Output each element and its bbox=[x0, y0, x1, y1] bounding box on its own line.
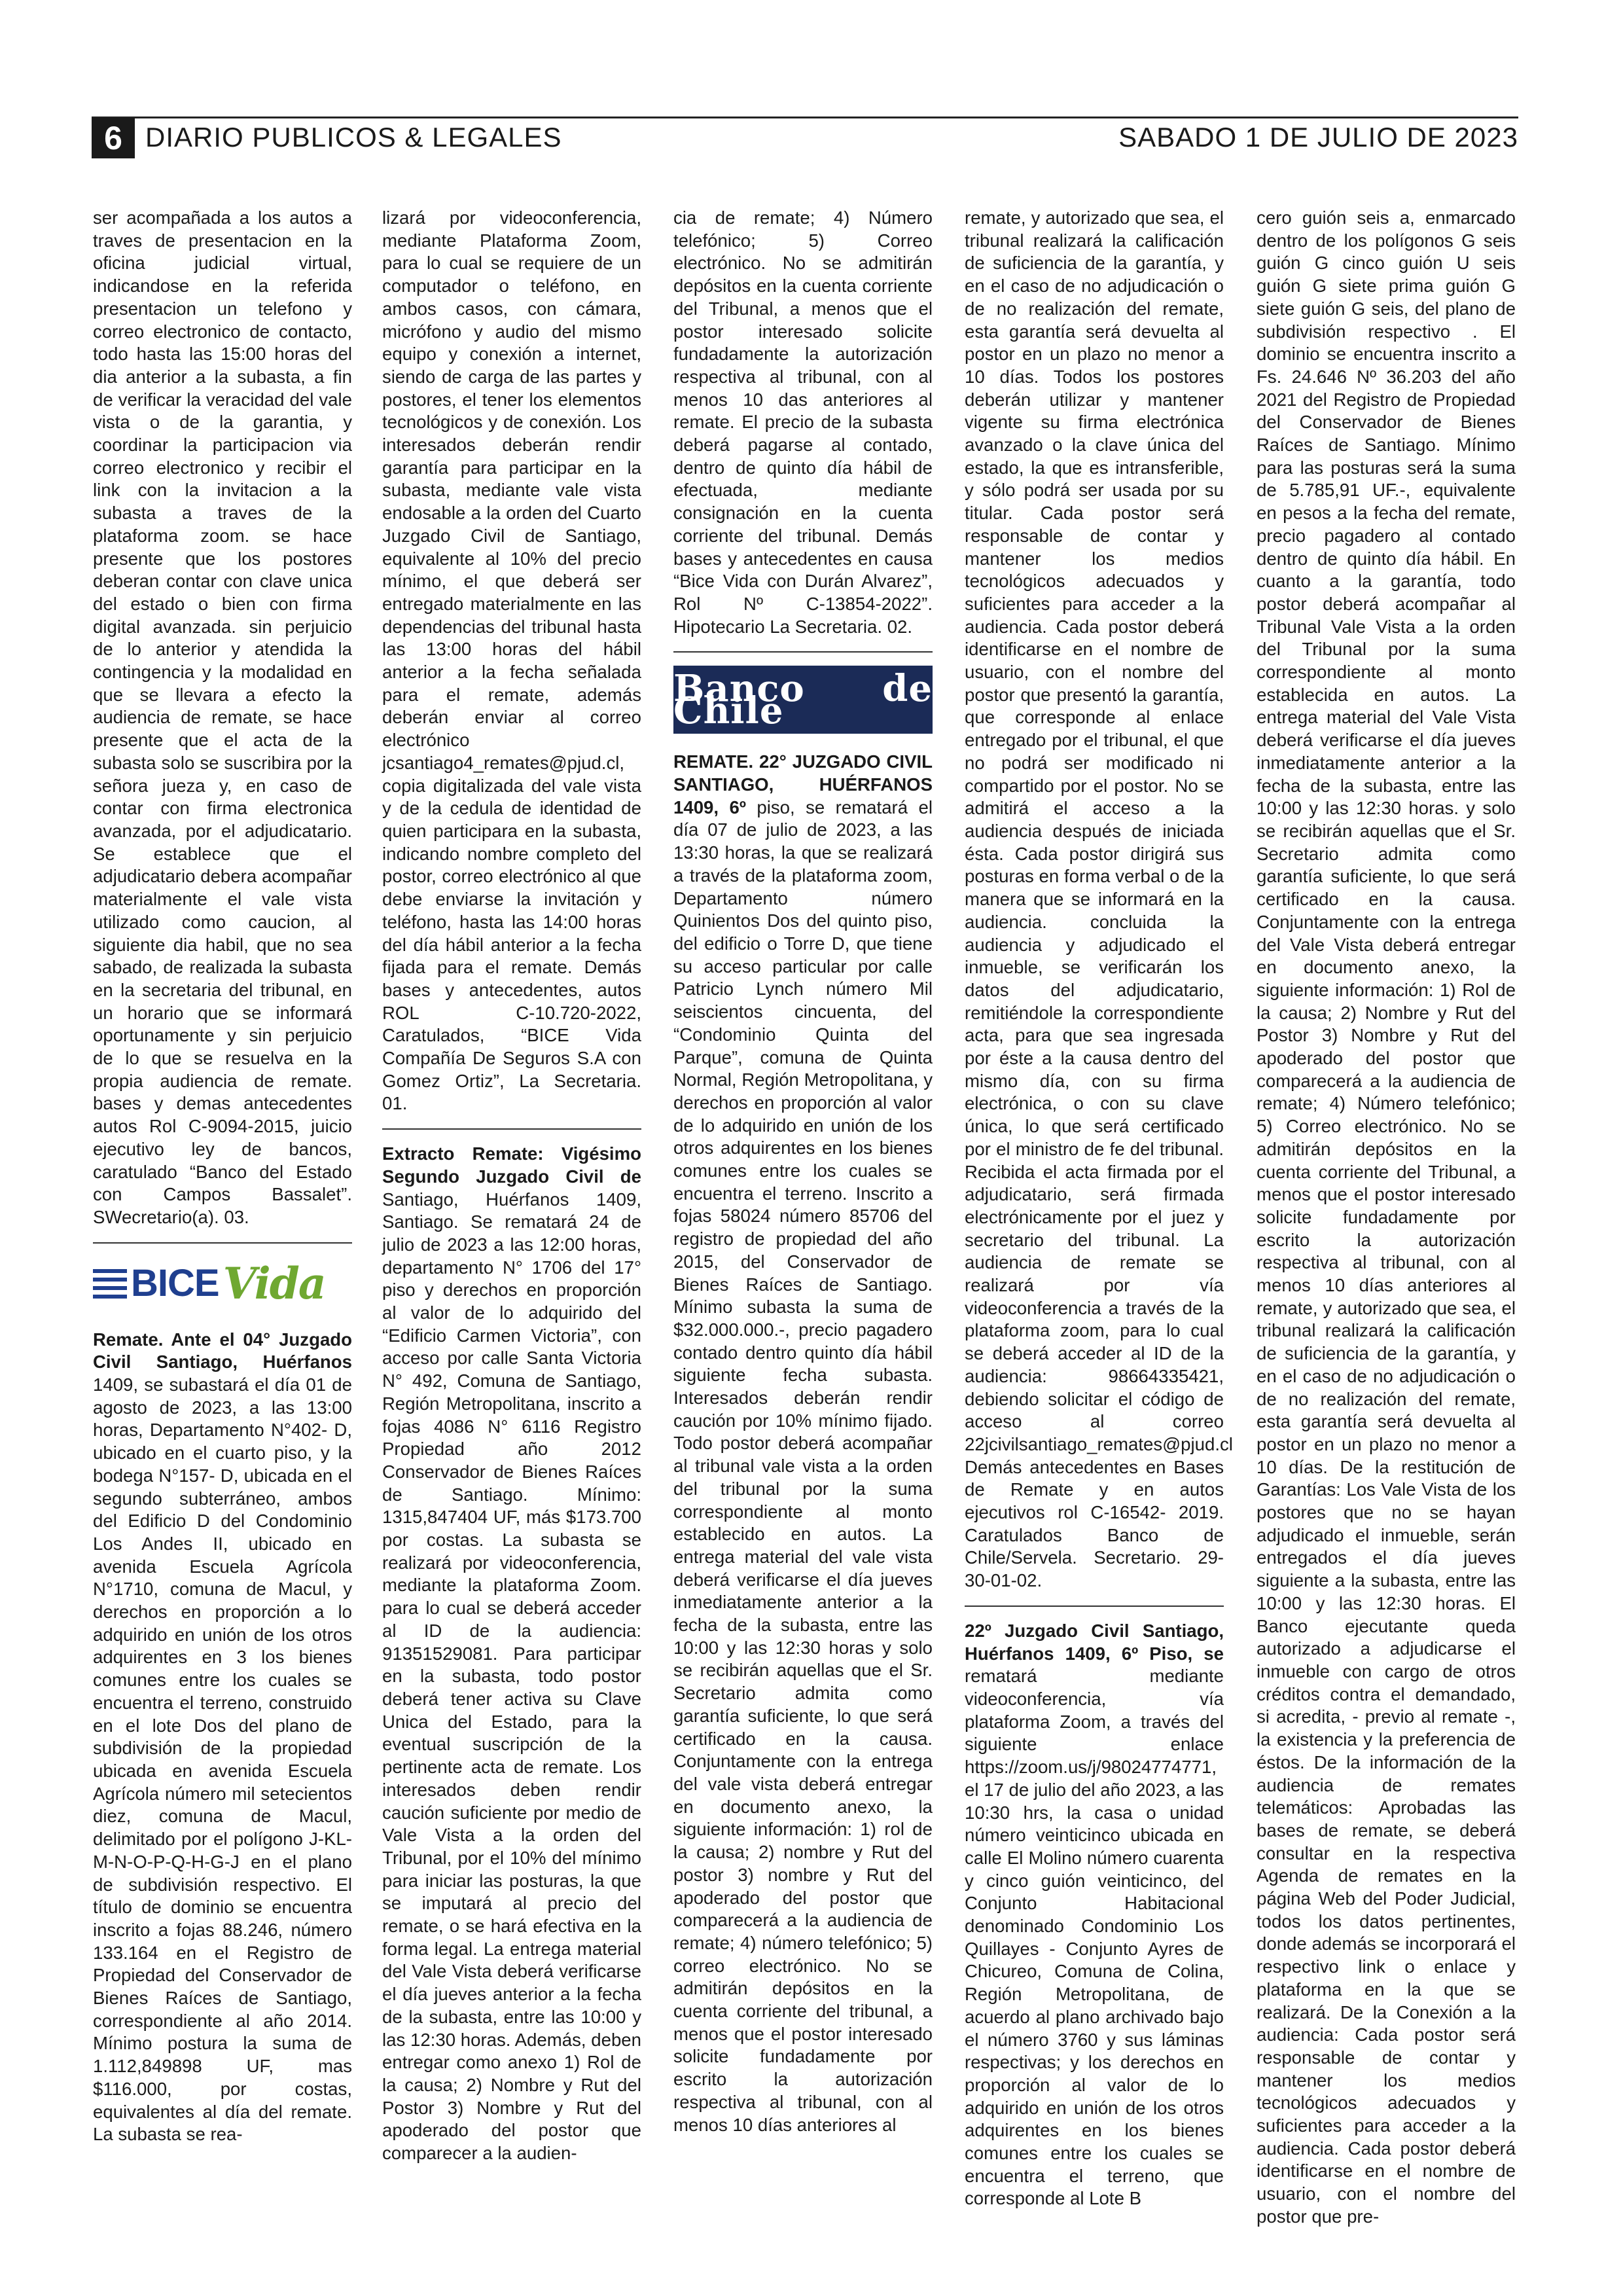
notice-text: remate, y autorizado que sea, el tribunal realizará la calificación de suficiencia de la garantía, y en el caso de no adjudicación o de no realización del remate, esta garantía será devuelta al postor en un plazo no menor a 10 días. Todos los postores deberán utilizar y mantener vigente su firma electrónica avanzado o la clave única del estado, la que es intransferible, y sólo podrá ser usada por su titular. Cada postor será responsable de contar y mantener los medios tecnológicos adecuados y suficientes para acceder a la audiencia. Cada postor deberá identificarse en el nombre de usuario, con el nombre del postor que presentó la garantía, que corresponde al enlace entregado por el tribunal, el que no podrá ser modificado ni compartido por el postor. No se admitirá el acceso a la audiencia después de iniciada ésta. Cada postor dirigirá sus posturas en forma verbal o de la manera que se informará en la audiencia. concluida la audiencia y adjudicado el inmueble, se verificarán los datos del adjudicatario, remitiéndole la correspondiente acta, para que sea ingresada por éste a la causa dentro del mismo día, con su firma electrónica, o con su clave única, lo que será certificado por el ministro de fe del tribunal. Recibida el acta firmada por el adjudicatario, será firmada electrónicamente por el juez y secretario del tribunal. La audiencia de remate se realizará por vía videoconferencia a través de la plataforma zoom, para lo cual se deberá acceder al ID de la audiencia: 98664335421, debiendo solicitar el código de acceso al correo 22jcivilsantiago_remates@pjud.cl Demás antecedentes en Bases de Remate y en autos ejecutivos rol C-16542- 2019. Caratulados Banco de Chile/Servela. Secretario. 29-30-01-02. bbox=[965, 207, 1233, 1591]
banco-de-chile-logo: Banco de Chile bbox=[673, 666, 933, 733]
notice-text bbox=[673, 751, 933, 2136]
bice-vida-logo bbox=[93, 1258, 352, 1310]
bice-logo-word: BICE bbox=[131, 1262, 219, 1305]
divider bbox=[93, 1242, 352, 1244]
column-1 bbox=[93, 207, 352, 2146]
notice-text bbox=[382, 1143, 641, 2165]
divider bbox=[382, 1128, 641, 1130]
notice-body: 1409, se subastará el día 01 de agosto de 2023, a las 13:00 horas, Departamento N°402- D, ubicado en el cuarto piso, y la bodega N°157- D, ubicada en el segundo subterráneo, ambos del Edificio D del Condominio Los Andes II, ubicado en avenida Escuela Agrícola N°1710, comuna de Macul, y derechos en proporción a lo adquirido en unión de los otros adquirentes en 3 los bienes comunes entre los cuales se encuentra el terreno, construido en el lote Dos del plano de subdivisión de la propiedad ubicada en avenida Escuela Agrícola número mil setecientos diez, comuna de Macul, delimitado por el polígono J-KL-M-N-O-P-Q-H-G-J en el plano de subdivisión respectivo. El título de dominio se encuentra inscrito a fojas 88.246, número 133.164 en el Registro de Propiedad del Conservador de Bienes Raíces de Santiago, correspondiente al año 2014. Mínimo postura la suma de 1.112,849898 UF, mas $116.000, por costas, equivalentes al día del remate. La subasta se rea- bbox=[93, 1374, 352, 2145]
bice-stripes-icon bbox=[93, 1269, 127, 1299]
notice-heading: 22º Juzgado Civil Santiago, Huérfanos 1409, 6º Piso, se bbox=[965, 1620, 1224, 1664]
publication-date: SABADO 1 DE JULIO DE 2023 bbox=[1118, 122, 1518, 152]
notice-text: cero guión seis a, enmarcado dentro de los polígonos G seis guión G cinco guión U seis guión G siete prima guión G siete guión G seis, del plano de subdivisión respectivo . El dominio se encuentra inscrito a Fs. 24.646 Nº 36.203 del año 2021 del Registro de Propiedad del Conservador de Bienes Raíces de Santiago. Mínimo para las posturas será la suma de 5.785,91 UF.-, equivalente en pesos a la fecha del remate, precio pagadero al contado dentro de quinto día hábil. En cuanto a la garantía, todo postor deberá acompañar al Tribunal Vale Vista a la orden del Tribunal por la suma correspondiente al monto establecida en autos. La entrega material del Vale Vista deberá verificarse el día jueves inmediatamente anterior a la fecha de la subasta, entre las 10:00 y las 12:30 horas. y solo se recibirán aquellas que el Sr. Secretario admita como garantía suficiente, lo que será certificado en la causa. Conjuntamente con la entrega del Vale Vista deberá entregar en documento anexo, la siguiente información: 1) Rol de la causa; 2) Nombre y Rut del Postor 3) Nombre y Rut del apoderado del postor que comparecerá a la audiencia de remate; 4) Número telefónico; 5) Correo electrónico. No se admitirán depósitos en la cuenta corriente del Tribunal, a menos que el postor interesado solicite fundadamente por escrito la autorización respectiva al tribunal, con al menos 10 días anteriores al remate, y autorizado que sea, el tribunal realizará la calificación de suficiencia de la garantía, y en el caso de no adjudicación o de no realización del remate, esta garantía será devuelta al postor en un plazo no menor a 10 días. De la restitución de Garantías: Los Vale Vista de los postores que no se hayan adjudicado el inmueble, serán entregados el día jueves siguiente a la subasta, entre las 10:00 y las 12:30 horas. El Banco ejecutante queda autorizado a adjudicarse el inmueble con cargo de otros créditos contra el demandado, si acredita, - previo al remate -, la existencia y la preferencia de éstos. De la información de la audiencia de remates telemáticos: Aprobadas las bases de remate, se deberá consultar en la respectiva Agenda de remates en la página Web del Poder Judicial, todos los datos pertinentes, donde además se incorporará el respectivo link o enlace y plataforma en la que se realizará. De la Conexión a la audiencia: Cada postor será responsable de contar y mantener los medios tecnológicos adecuados y suficientes para acceder a la audiencia. Cada postor deberá identificarse en el nombre de usuario, con el nombre del postor que pre- bbox=[1257, 207, 1516, 2227]
notice-text bbox=[965, 1620, 1224, 2210]
divider bbox=[673, 651, 933, 653]
column-3 bbox=[673, 207, 933, 2136]
page-number: 6 bbox=[92, 118, 135, 158]
notice-body: Santiago, Huérfanos 1409, Santiago. Se rematará 24 de julio de 2023 a las 12:00 horas, departamento N° 1706 del 17° piso y derechos en proporción al valor de lo adquirido del “Edificio Carmen Victoria”, con acceso por calle Santa Victoria N° 492, Comuna de Santiago, Región Metropolitana, inscrito a fojas 4086 N° 6116 Registro Propiedad año 2012 Conservador de Bienes Raíces de Santiago. Mínimo: 1315,847404 UF, más $173.700 por costas. La subasta se realizará por videoconferencia, mediante la plataforma Zoom. para lo cual se deberá acceder al ID de la audiencia: 91351529081. Para participar en la subasta, todo postor deberá tener activa su Clave Unica del Estado, para la eventual suscripción de la pertinente acta de remate. Los interesados deben rendir caución suficiente por medio de Vale Vista a la orden del Tribunal, por el 10% del mínimo para iniciar las posturas, la que se imputará al precio del remate, o se hará efectiva en la forma legal. La entrega material del Vale Vista deberá verificarse el día jueves anterior a la fecha de la subasta, entre las 10:00 y las 12:30 horas. Además, deben entregar como anexo 1) Rol de la causa; 2) Nombre y Rut del Postor 3) Nombre y Rut del apoderado del postor que comparecer a la audien- bbox=[382, 1189, 641, 2164]
divider bbox=[965, 1605, 1224, 1607]
column-4 bbox=[965, 207, 1233, 2210]
notice-heading: Remate. Ante el 04° Juzgado Civil Santiago, Huérfanos bbox=[93, 1329, 352, 1372]
notice-text bbox=[93, 1329, 352, 2146]
header-rule bbox=[92, 117, 1518, 118]
notice-text: lizará por videoconferencia, mediante Plataforma Zoom, para lo cual se requiere de un computador o teléfono, en ambos casos, con cámara, micrófono y audio del mismo equipo y conexión a internet, siendo de carga de las partes y postores, el tener los elementos tecnológicos y de conexión. Los interesados deberán rendir garantía para participar en la subasta, mediante vale vista endosable a la orden del Cuarto Juzgado Civil de Santiago, equivalente al 10% del precio mínimo, el que deberá ser entregado materialmente en las dependencias del tribunal hasta las 13:00 horas del hábil anterior a la fecha señalada para el remate, además deberán enviar al correo electrónico jcsantiago4_remates@pjud.cl, copia digitalizada del vale vista y de la cedula de identidad de quien participara en la subasta, indicando nombre completo del postor, correo electrónico al que debe enviarse la invitación y teléfono, hasta las 14:00 horas del día hábil anterior a la fecha fijada para el remate. Demás bases y antecedentes, autos ROL C-10.720-2022, Caratulados, “BICE Vida Compañía De Seguros S.A con Gomez Ortiz”, La Secretaria. 01. bbox=[382, 207, 641, 1114]
publication-name: DIARIO PUBLICOS & LEGALES bbox=[145, 122, 562, 152]
notice-text: cia de remate; 4) Número telefónico; 5) Correo electrónico. No se admitirán depósitos en la cuenta corriente del Tribunal, a menos que el postor interesado solicite fundadamente la autorización respectiva al tribunal, con al menos 10 das anteriores al remate. El precio de la subasta deberá pagarse al contado, dentro de quinto día hábil de efectuada, mediante consignación en la cuenta corriente del tribunal. Demás bases y antecedentes en causa “Bice Vida con Durán Alvarez”, Rol Nº C-13854-2022”. Hipotecario La Secretaria. 02. bbox=[673, 207, 933, 637]
notice-body: piso, se rematará el día 07 de julio de 2023, a las 13:30 horas, la que se realizará a través de la plataforma zoom, Departamento número Quinientos Dos del quinto piso, del edificio o Torre D, que tiene su acceso particular por calle Patricio Lynch número Mil seiscientos cincuenta, del “Condominio Quinta del Parque”, comuna de Quinta Normal, Región Metropolitana, y derechos en proporción al valor de lo adquirido en unión de los otros adquirentes en los bienes comunes entre los cuales se encuentra el terreno. Inscrito a fojas 58024 número 85706 del registro de propiedad del año 2015, del Conservador de Bienes Raíces de Santiago. Mínimo subasta la suma de $32.000.000.-, precio pagadero contado dentro quinto día hábil siguiente fecha subasta. Interesados deberán rendir caución por 10% mínimo fijado. Todo postor deberá acompañar al tribunal vale vista a la orden del tribunal por la suma correspondiente al monto establecido en autos. La entrega material del vale vista deberá verificarse el día jueves inmediatamente anterior a la fecha de la subasta, entre las 10:00 y las 12:30 horas y solo se recibirán aquellas que el Sr. Secretario admita como garantía suficiente, lo que será certificado en la causa. Conjuntamente con la entrega del vale vista deberá entregar en documento anexo, la siguiente información: 1) rol de la causa; 2) nombre y Rut del postor 3) nombre y Rut del apoderado del postor que comparecerá a la audiencia de remate; 4) número telefónico; 5) correo electrónico. No se admitirán depósitos en la cuenta corriente del tribunal, a menos que el postor interesado solicite fundadamente por escrito la autorización respectiva al tribunal, con al menos 10 días anteriores al bbox=[673, 797, 933, 2135]
notice-heading: REMATE. 22° JUZGADO CIVIL SANTIAGO, HUÉRFANOS 1409, 6º bbox=[673, 751, 933, 817]
notice-text: ser acompañada a los autos a traves de presentacion en la oficina judicial virtual, indicandose en la referida presentacion un telefono y correo electronico de contacto, todo hasta las 15:00 horas del dia anterior a la subasta, a fin de verificar la veracidad del vale vista o de la garantia, y coordinar la participacion via correo electronico y recibir el link con la invitacion a la subasta a traves de la plataforma zoom. se hace presente que los postores deberan contar con clave unica del estado o bien con firma digital avanzada. sin perjuicio de lo anterior y atendida la contingencia y la modalidad en que se llevara a efecto la audiencia de remate, se hace presente que el acta de la subasta solo se suscribira por la señora jueza y, en caso de contar con firma electronica avanzada, por el adjudicatario. Se establece que el adjudicatario debera acompañar materialmente el vale vista utilizado como caucion, al siguiente dia habil, que no sea sabado, de realizada la subasta en la secretaria del tribunal, en un horario que se informará oportunamente y sin perjuicio de lo que se resuelva en la propia audiencia de remate. bases y demas antecedentes autos Rol C-9094-2015, juicio ejecutivo ley de bancos, caratulado “Banco del Estado con Campos Bassalet”. SWecretario(a). 03. bbox=[93, 207, 352, 1227]
column-5 bbox=[1257, 207, 1516, 2229]
vida-logo-word: Vida bbox=[223, 1258, 325, 1310]
notice-body: rematará mediante videoconferencia, vía plataforma Zoom, a través del siguiente enlace https://zoom.us/j/98024774771, el 17 de julio del año 2023, a las 10:30 hrs, la casa o unidad número veinticinco ubicada en calle El Molino número cuarenta y cinco guión veinticinco, del Conjunto Habitacional denominado Condominio Los Quillayes - Conjunto Ayres de Chicureo, Comuna de Colina, Región Metropolitana, de acuerdo al plano archivado bajo el número 3760 y sus láminas respectivas; y los derechos en proporción al valor de lo adquirido en unión de los otros adquirentes en los bienes comunes entre los cuales se encuentra el terreno, que corresponde al Lote B bbox=[965, 1666, 1224, 2209]
notice-heading: Extracto Remate: Vigésimo Segundo Juzgado Civil de bbox=[382, 1143, 641, 1187]
column-2 bbox=[382, 207, 641, 2165]
